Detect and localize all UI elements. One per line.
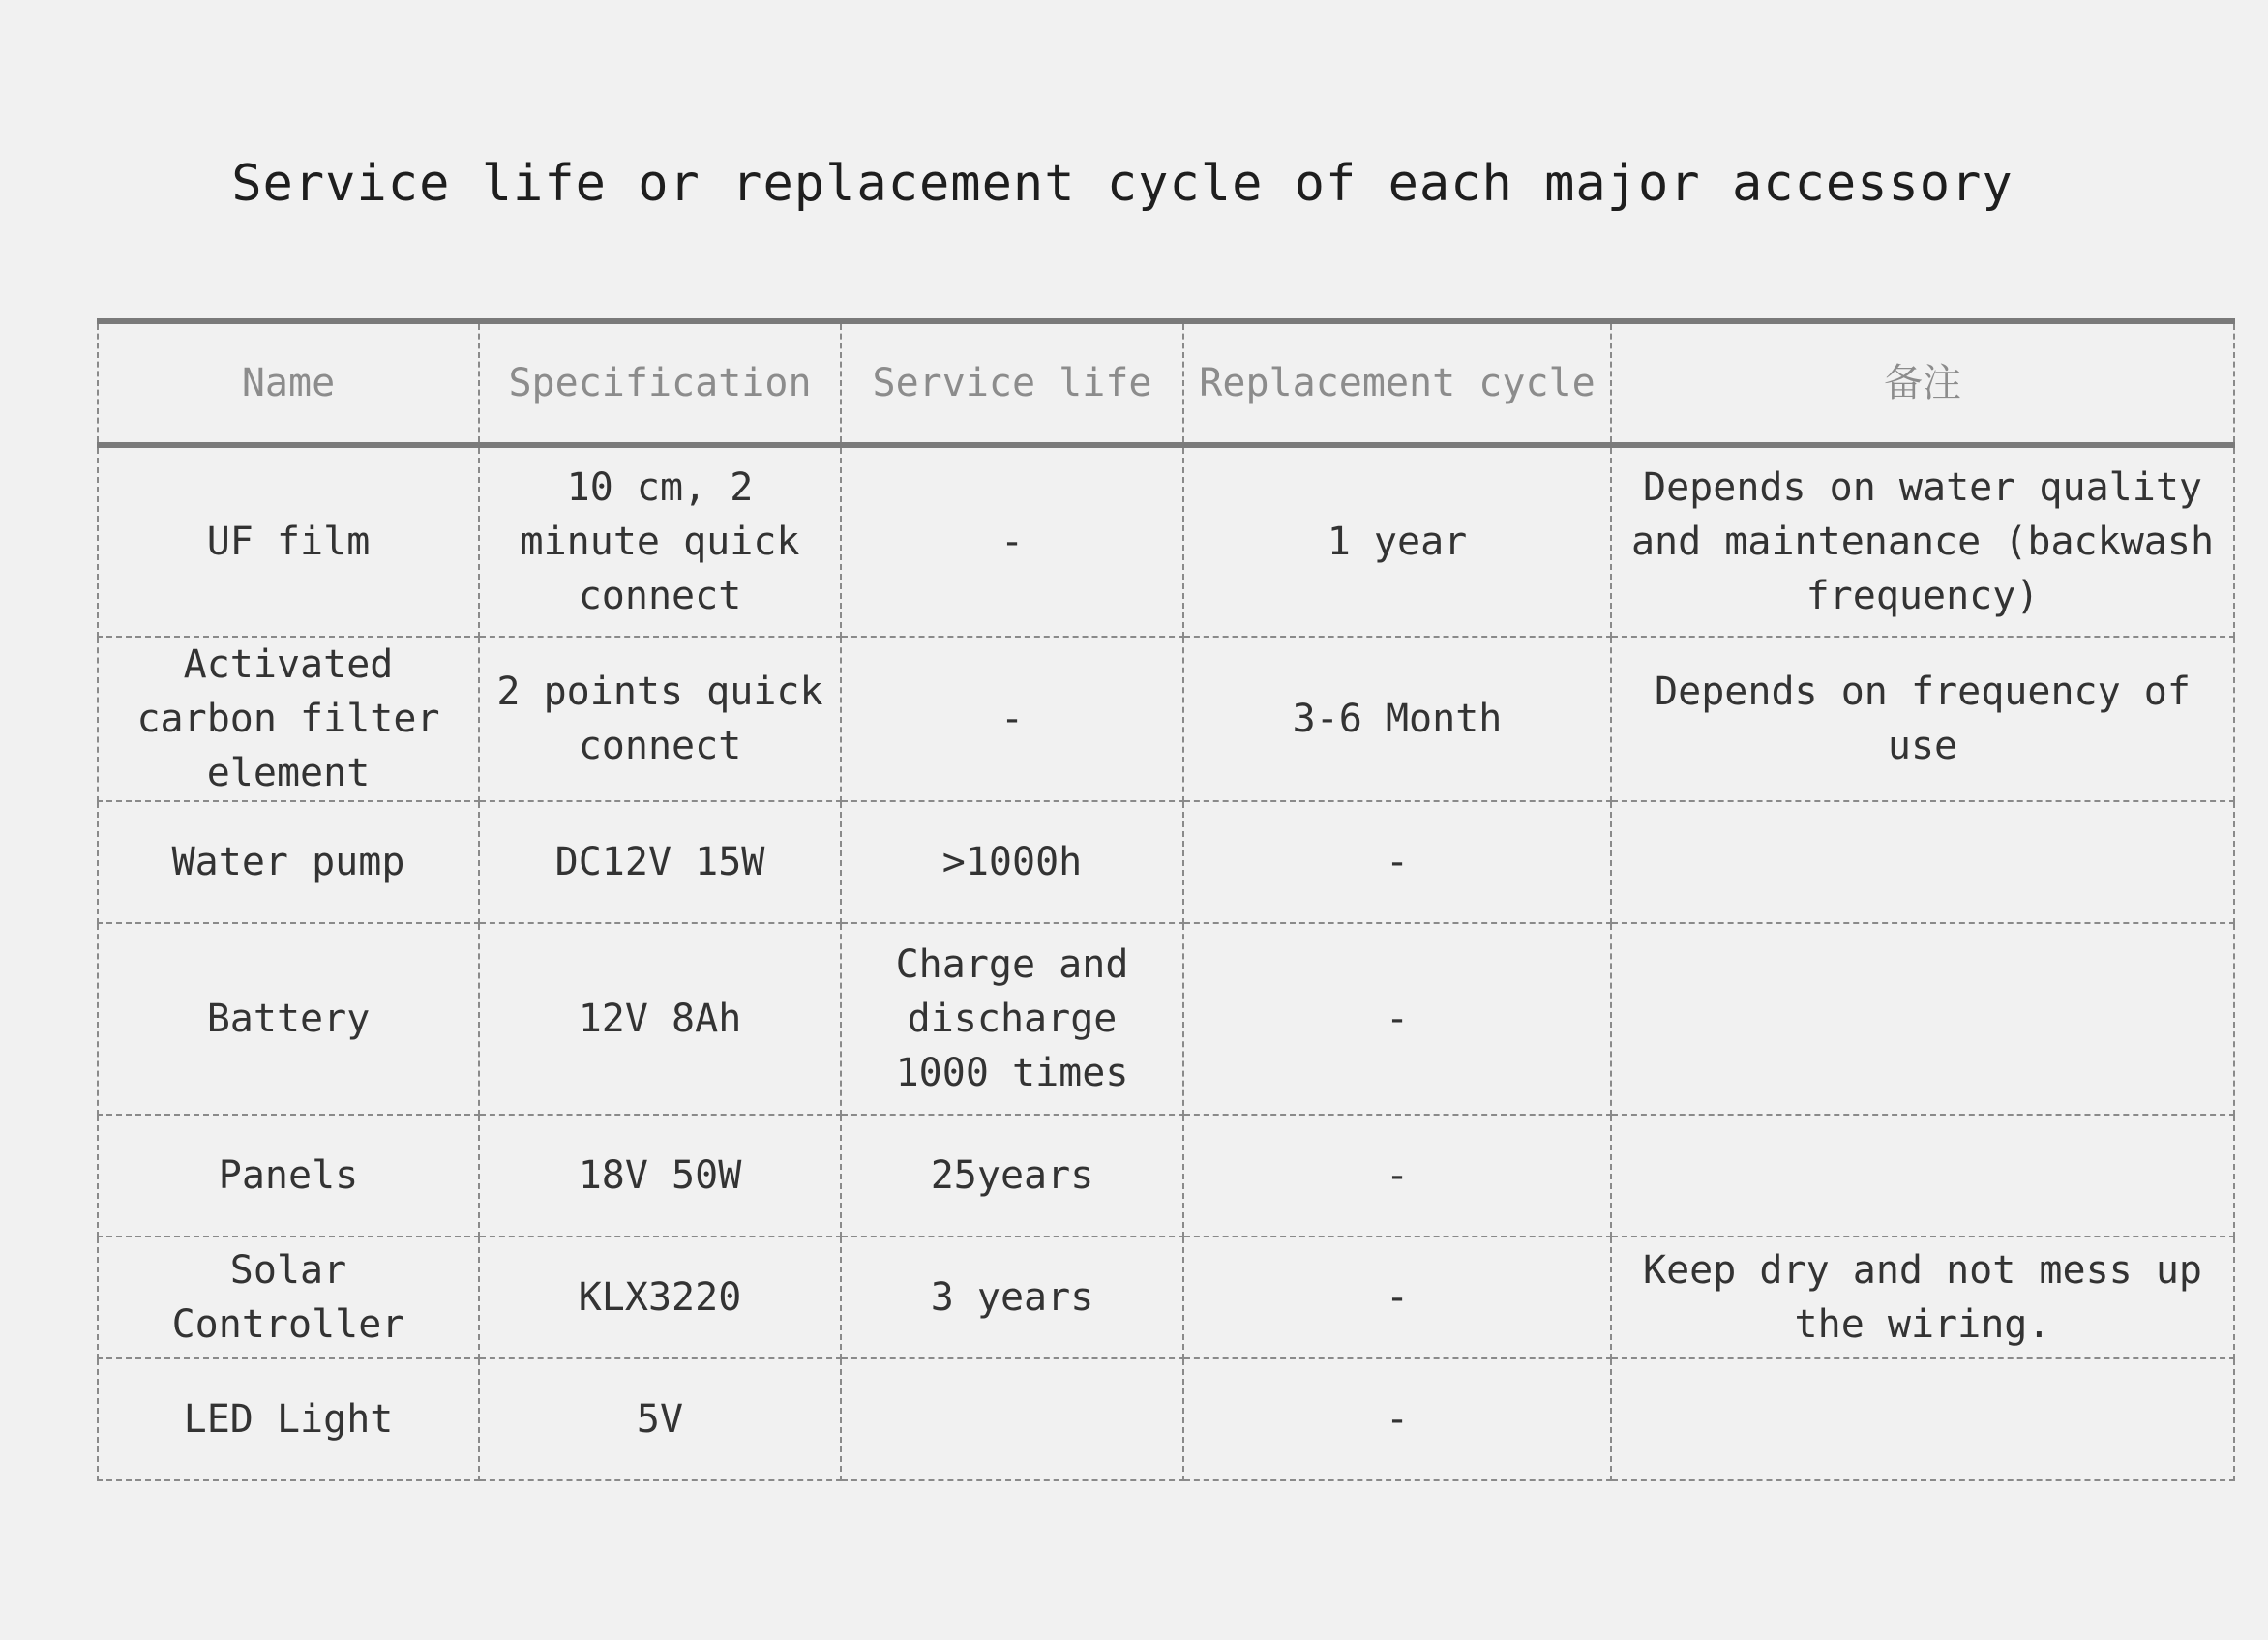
cell-replacement-cycle: - [1183,1237,1611,1358]
table-row [98,1237,2234,1358]
cell-service-life: 3 years [841,1237,1183,1358]
cell-name: Activated carbon filter element [98,637,479,801]
cell-service-life [841,1358,1183,1480]
cell-replacement-cycle: - [1183,1358,1611,1480]
header-specification: Specification [479,321,841,445]
cell-note: Depends on frequency of use [1611,637,2234,801]
cell-replacement-cycle: 1 year [1183,445,1611,637]
cell-service-life: 25years [841,1115,1183,1237]
cell-note [1611,801,2234,923]
table-header-row [98,321,2234,445]
cell-name: Battery [98,923,479,1115]
table-row [98,923,2234,1115]
accessory-table [97,318,2235,1481]
header-note: 备注 [1611,321,2234,445]
cell-note: Depends on water quality and maintenance (backwash frequency) [1611,445,2234,637]
cell-service-life: Charge and discharge 1000 times [841,923,1183,1115]
cell-name: Water pump [98,801,479,923]
table-row [98,1358,2234,1480]
cell-note [1611,1115,2234,1237]
cell-specification: 12V 8Ah [479,923,841,1115]
table-row [98,801,2234,923]
cell-note [1611,923,2234,1115]
cell-replacement-cycle: 3-6 Month [1183,637,1611,801]
cell-specification: 18V 50W [479,1115,841,1237]
cell-service-life: - [841,637,1183,801]
cell-note: Keep dry and not mess up the wiring. [1611,1237,2234,1358]
cell-name: LED Light [98,1358,479,1480]
cell-name: Solar Controller [98,1237,479,1358]
cell-specification: 5V [479,1358,841,1480]
table-row [98,1115,2234,1237]
cell-name: UF film [98,445,479,637]
cell-replacement-cycle: - [1183,801,1611,923]
header-replacement-cycle: Replacement cycle [1183,321,1611,445]
cell-replacement-cycle: - [1183,1115,1611,1237]
cell-note [1611,1358,2234,1480]
page-title: Service life or replacement cycle of each major accessory [231,155,2014,213]
cell-replacement-cycle: - [1183,923,1611,1115]
cell-service-life: >1000h [841,801,1183,923]
cell-specification: 2 points quick connect [479,637,841,801]
cell-name: Panels [98,1115,479,1237]
header-name: Name [98,321,479,445]
table-row [98,445,2234,637]
cell-specification: DC12V 15W [479,801,841,923]
table-row [98,637,2234,801]
cell-specification: 10 cm, 2 minute quick connect [479,445,841,637]
cell-specification: KLX3220 [479,1237,841,1358]
cell-service-life: - [841,445,1183,637]
header-service-life: Service life [841,321,1183,445]
